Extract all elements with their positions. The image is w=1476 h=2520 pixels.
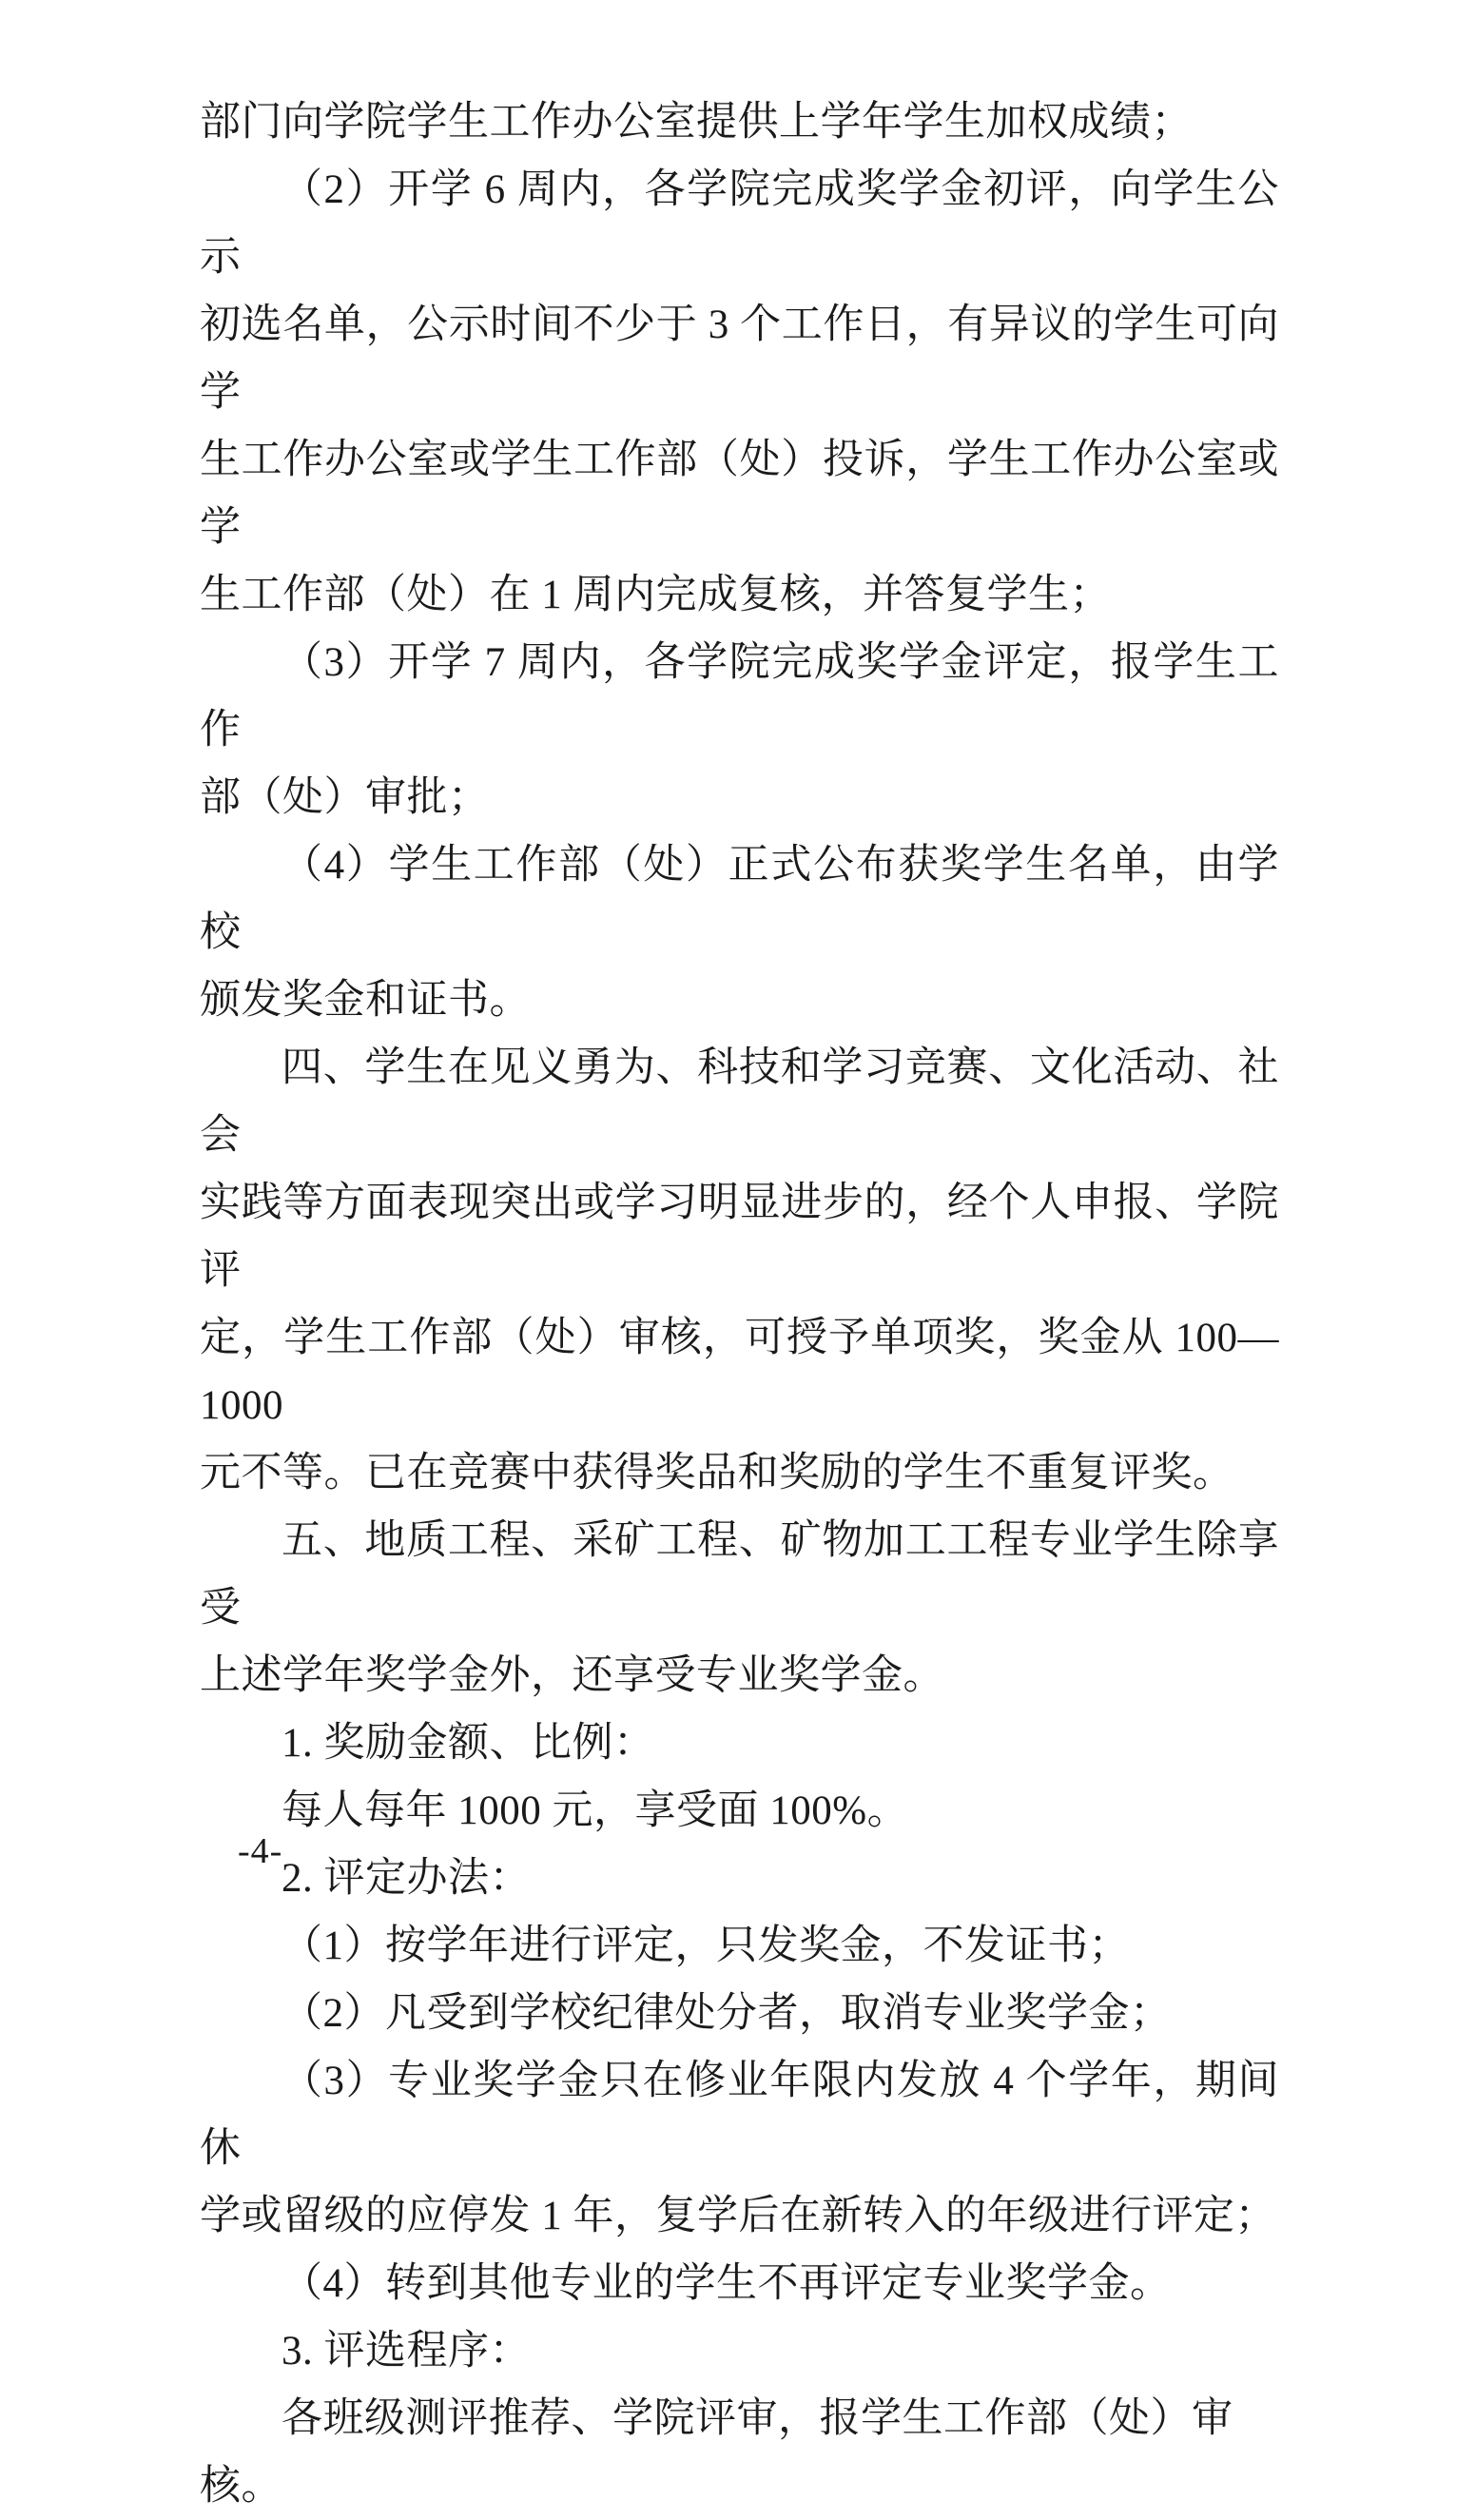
document-line: 部（处）审批； [200,775,490,820]
document-line: 定，学生工作部（处）审核，可授予单项奖，奖金从 100—1000 [200,1316,1279,1428]
document-line: （2）开学 6 周内，各学院完成奖学金初评，向学生公示 [200,167,1279,280]
document-line: 各班级测评推荐、学院评审，报学生工作部（处）审核。 [200,2396,1233,2509]
document-line: 四、学生在见义勇为、科技和学习竞赛、文化活动、社会 [200,1045,1279,1158]
document-line: 部门向学院学生工作办公室提供上学年学生加权成绩； [200,100,1193,145]
document-line: 实践等方面表现突出或学习明显进步的，经个人申报、学院评 [200,1181,1279,1293]
document-line: 元不等。已在竞赛中获得奖品和奖励的学生不重复评奖。 [200,1451,1234,1495]
document-line: 生工作办公室或学生工作部（处）投诉，学生工作办公室或学 [200,438,1279,550]
document-line: （4）学生工作部（处）正式公布获奖学生名单，由学校 [200,843,1279,955]
document-line: 1. 奖励金额、比例： [282,1721,655,1766]
document-line: 学或留级的应停发 1 年，复学后在新转入的年级进行评定； [200,2194,1276,2238]
document-line: 颁发奖金和证书。 [200,978,531,1023]
document-line: 五、地质工程、采矿工程、矿物加工工程专业学生除享受 [200,1518,1279,1631]
document-line: 每人每年 1000 元，享受面 100%。 [282,1788,909,1833]
page-number: -4- [238,1831,283,1871]
document-line: （3）开学 7 周内，各学院完成奖学金评定，报学生工作 [200,640,1279,752]
document-line: 初选名单，公示时间不少于 3 个工作日，有异议的学生可向学 [200,303,1279,415]
document-line: 上述学年奖学金外，还享受专业奖学金。 [200,1653,944,1698]
document-line: 生工作部（处）在 1 周内完成复核，并答复学生； [200,573,1111,617]
document-line: （3）专业奖学金只在修业年限内发放 4 个学年，期间休 [200,2059,1279,2171]
document-line: （1）按学年进行评定，只发奖金，不发证书； [282,1924,1130,1968]
document-line: 3. 评选程序： [282,2329,531,2373]
document-line: （2）凡受到学校纪律处分者，取消专业奖学金； [282,1991,1172,2036]
document-body [200,88,1279,2520]
document-line: （4）转到其他专业的学生不再评定专业奖学金。 [282,2261,1172,2306]
document-line: 2. 评定办法： [282,1856,531,1901]
